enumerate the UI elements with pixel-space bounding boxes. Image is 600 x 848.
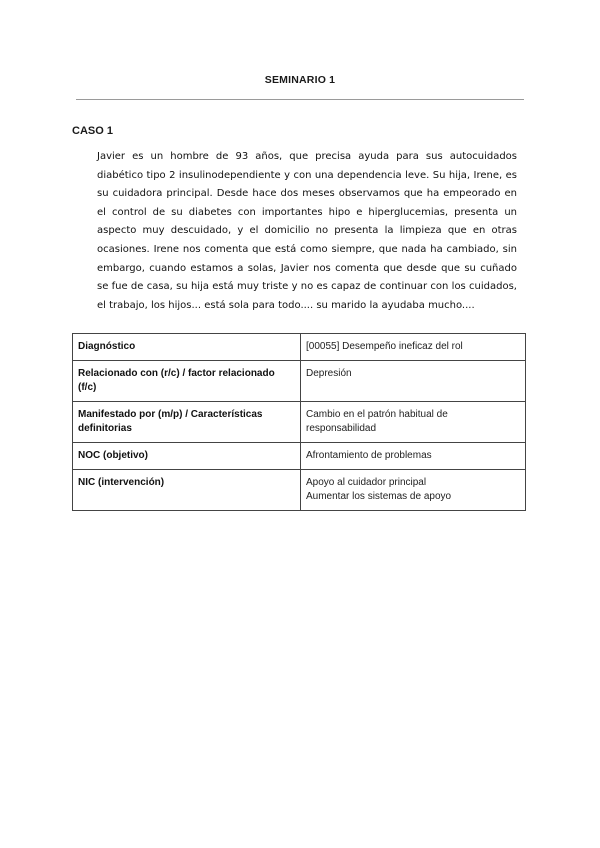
row-label: Relacionado con (r/c) / factor relacionado (f/c) [73, 361, 301, 402]
row-value [301, 361, 526, 402]
row-value [301, 470, 526, 511]
row-value-line: Afrontamiento de problemas [306, 450, 432, 461]
row-value [301, 334, 526, 361]
row-label: Manifestado por (m/p) / Características definitorias [73, 402, 301, 443]
page-title: SEMINARIO 1 [264, 74, 336, 86]
table-row-relacionado [73, 361, 526, 402]
row-label: NOC (objetivo) [73, 443, 301, 470]
table-row-nic [73, 470, 526, 511]
row-value-line: [00055] Desempeño ineficaz del rol [306, 341, 463, 352]
case-heading: CASO 1 [72, 125, 113, 137]
row-label: Diagnóstico [73, 334, 301, 361]
table-row-diagnostico [73, 334, 526, 361]
row-value-line: Depresión [306, 368, 352, 379]
case-description: Javier es un hombre de 93 años, que precisa ayuda para sus autocuidados diabético tipo 2 insulinodependiente y con una dependencia leve. Su hija, Irene, es su cuidadora principal. Desde hace dos meses observamos que ha empeorado en el control de su diabetes con importantes hipo e hiperglucemias, presenta un aspecto muy descuidado, y el domicilio no presenta la limpieza que en otras ocasiones. Irene nos comenta que está como siempre, que nada ha cambiado, sin embargo, cuando estamos a solas, Javier nos comenta que desde que su cuñado se fue de casa, su hija está muy triste y no es capaz de continuar con los cuidados, el trabajo, los hijos... está sola para todo.... su marido la ayudaba mucho.... [97, 151, 517, 311]
row-value-line: Aumentar los sistemas de apoyo [306, 491, 452, 502]
row-label: NIC (intervención) [73, 470, 301, 511]
row-value [301, 402, 526, 443]
row-value-line: Cambio en el patrón habitual de responsabilidad [306, 409, 448, 434]
nursing-care-table [72, 333, 526, 511]
row-value [301, 443, 526, 470]
table-row-manifestado [73, 402, 526, 443]
row-value-line: Apoyo al cuidador principal [306, 477, 427, 488]
table-row-noc [73, 443, 526, 470]
title-divider [76, 99, 524, 100]
